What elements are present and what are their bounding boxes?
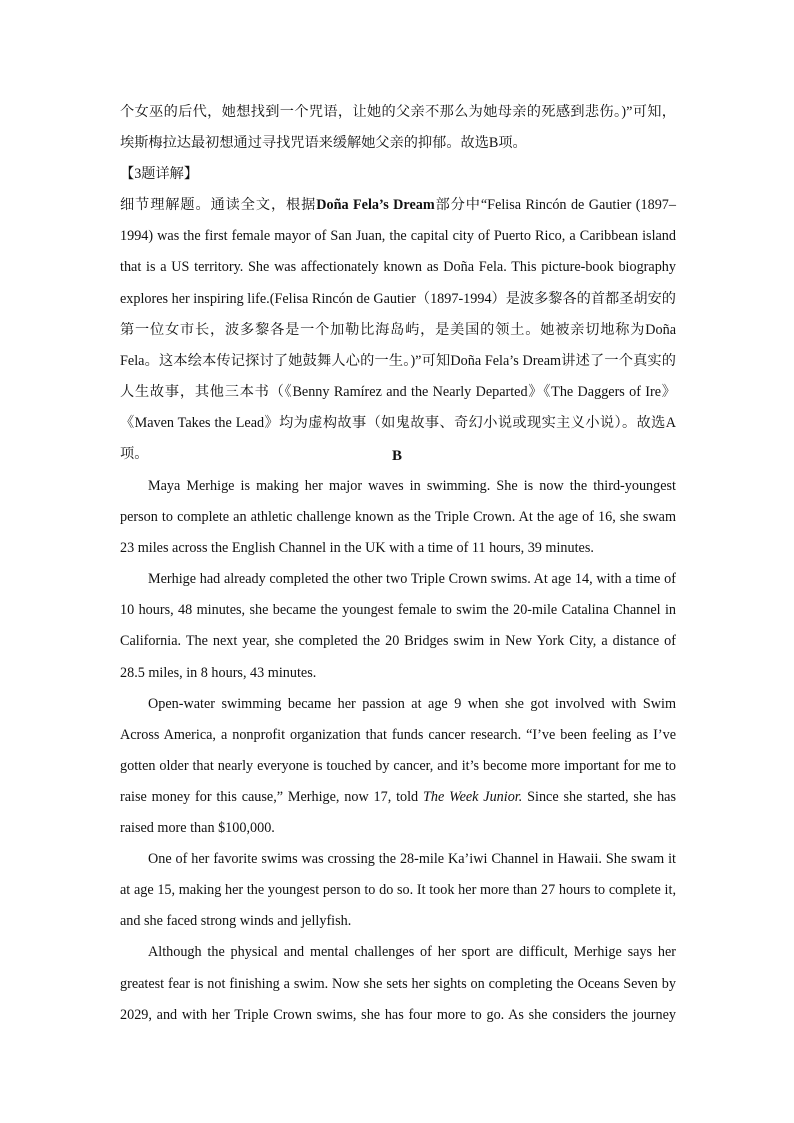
reading-passage-b: [120, 471, 676, 1031]
explanation-paragraph-2: [120, 190, 676, 470]
magazine-title-italic: The Week Junior.: [422, 788, 523, 805]
passage-paragraph-5: Although the physical and mental challenges of her sport are difficult, Merhige says her greatest fear is not finishing a swim. Now she sets her sights on completing the Oceans Seven by 2029, and with her Triple Crown swims, she has four more to go. As she considers the journey: [120, 944, 676, 1023]
passage-paragraph-3: [120, 689, 676, 844]
explanation-rest: 部分中“Felisa Rincón de Gautier (1897–1994) was the first female mayor of San Juan, the capital city of Puerto Rico, a Caribbean island that is a US territory. She was affectionately known as Doña Fela. This picture-book biography explores her inspiring life.(Felisa Rincón de Gautier（1897-1994）是波多黎各的首都圣胡安的第一位女市长，波多黎各是一个加勒比海岛屿，是美国的领土。她被亲切地称为Doña Fela。这本绘本传记探讨了她鼓舞人心的一生。)”可知Doña Fela’s Dream讲述了一个真实的人生故事，其他三本书（《Benny Ramírez and the Nearly Departed》《The Daggers of Ire》《Maven Takes the Lead》均为虚构故事（如鬼故事、奇幻小说或现实主义小说）。故选A项。: [120, 197, 676, 463]
book-title-bold: Doña Fela’s Dream: [316, 197, 435, 214]
answer-explanation-section: [120, 97, 676, 470]
explanation-lead: 细节理解题。通读全文，根据: [120, 197, 317, 214]
passage-paragraph-4: One of her favorite swims was crossing the 28-mile Ka’iwi Channel in Hawaii. She swam it at age 15, making her the youngest person to do so. It took her more than 27 hours to complete it, and she faced strong winds and jellyfish.: [120, 851, 676, 930]
p3-before: Open-water swimming became her passion at age 9 when she got involved with Swim Across America, a nonprofit organization that funds cancer research. “I’ve been feeling as I’ve gotten older that nearly everyone is touched by cancer, and it’s become more important for me to raise money for this cause,” Merhige, now 17, told: [120, 695, 676, 805]
passage-letter: B: [391, 448, 402, 464]
question-3-heading: 【3题详解】: [120, 166, 199, 183]
p3-after: Since she started, she has raised more than $100,000.: [120, 788, 677, 837]
explanation-paragraph-1: 个女巫的后代，她想找到一个咒语，让她的父亲不那么为她母亲的死感到悲伤。)”可知，埃斯梅拉达最初想通过寻找咒语来缓解她父亲的抑郁。故选B项。: [120, 104, 676, 152]
passage-paragraph-2: Merhige had already completed the other two Triple Crown swims. At age 14, with a time of 10 hours, 48 minutes, she became the youngest female to swim the 20-mile Catalina Channel in California. The next year, she completed the 20 Bridges swim in New York City, a distance of 28.5 miles, in 8 hours, 43 minutes.: [120, 571, 676, 681]
passage-paragraph-1: Maya Merhige is making her major waves in swimming. She is now the third-youngest person to complete an athletic challenge known as the Triple Crown. At the age of 16, she swam 23 miles across the English Channel in the UK with a time of 11 hours, 39 minutes.: [120, 478, 676, 557]
